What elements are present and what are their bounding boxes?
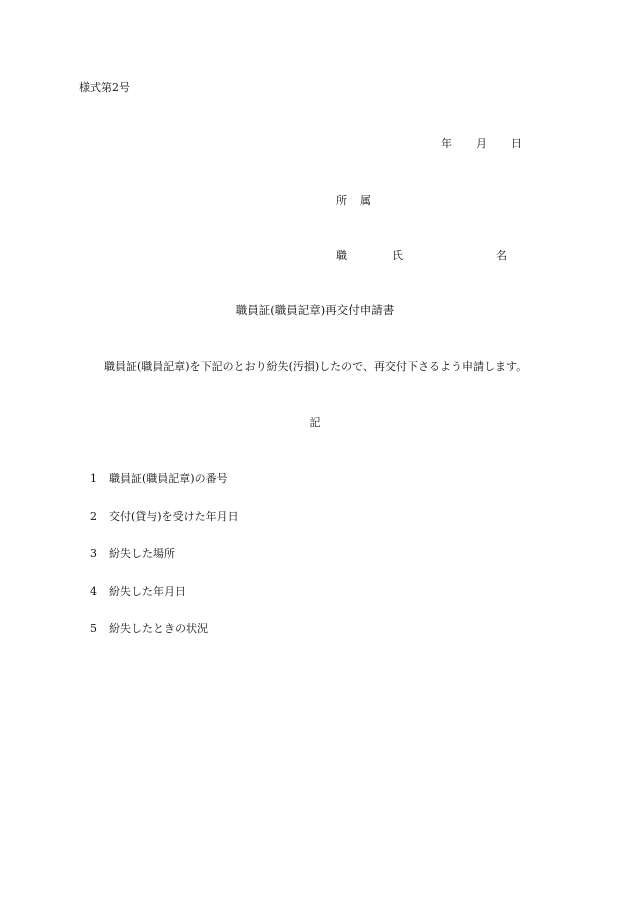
item-number: 4: [90, 584, 97, 598]
body-text: 職員証(職員記章)を下記のとおり紛失(汚損)したので、再交付下さるよう申請します。: [104, 360, 528, 373]
item-number: 1: [90, 472, 97, 485]
list-item: [90, 511, 239, 549]
item-number: 5: [90, 622, 97, 635]
affiliation-label-2: 属: [360, 194, 371, 207]
item-number: 3: [90, 547, 97, 560]
list-item: [90, 548, 239, 586]
date-month-label: 月: [476, 137, 487, 150]
item-label: 紛失したときの状況: [109, 622, 208, 635]
date-day-label: 日: [511, 137, 522, 150]
list-item: [90, 623, 239, 661]
item-list: [90, 473, 239, 661]
affiliation-line: [336, 195, 371, 206]
item-label: 紛失した年月日: [109, 584, 186, 598]
name-label-2: 名: [496, 249, 507, 262]
list-item: [90, 586, 239, 624]
position-label: 職: [336, 249, 347, 262]
position-name-line: [336, 250, 507, 261]
affiliation-label-1: 所: [336, 194, 347, 207]
date-line: [441, 138, 522, 149]
item-label: 交付(貸与)を受けた年月日: [109, 509, 239, 523]
item-label: 職員証(職員記章)の番号: [109, 472, 228, 485]
section-mark: 記: [309, 416, 321, 429]
document-title: 職員証(職員記章)再交付申請書: [235, 303, 395, 317]
item-number: 2: [90, 509, 97, 523]
list-item: [90, 473, 239, 511]
name-label-1: 氏: [392, 249, 403, 262]
date-year-label: 年: [441, 137, 452, 150]
form-number: 様式第2号: [79, 81, 130, 94]
item-label: 紛失した場所: [109, 547, 175, 560]
